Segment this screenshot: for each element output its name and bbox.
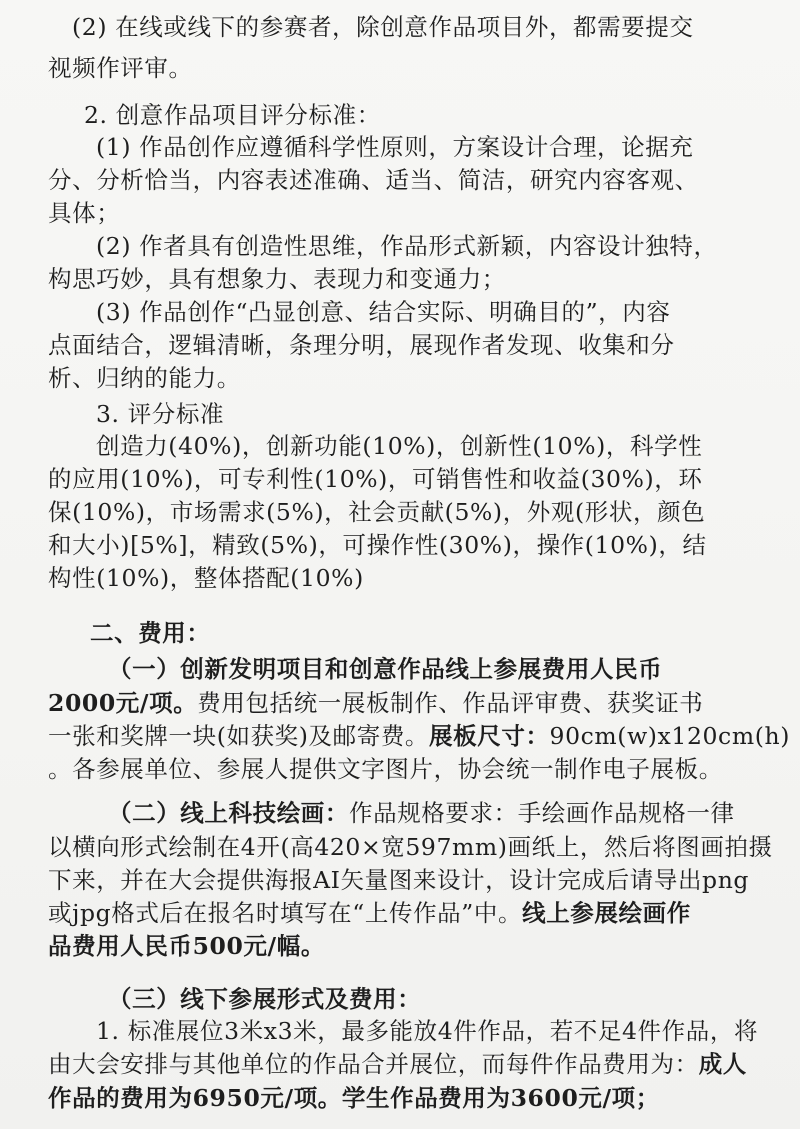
text-line: 分、分析恰当，内容表述准确、适当、简洁，研究内容客观、	[48, 166, 699, 194]
text-line: 点面结合，逻辑清晰，条理分明，展现作者发现、收集和分	[48, 331, 675, 359]
text-span: 90cm(w)x120cm(h)	[549, 722, 790, 750]
text-line	[48, 1047, 747, 1081]
text-span: 一张和奖牌一块(如获奖)及邮寄费。	[48, 722, 430, 750]
text-line	[48, 719, 790, 753]
text-line: 具体；	[48, 199, 121, 227]
text-line: 析、归纳的能力。	[48, 364, 241, 392]
text-span: 作品规格要求：手绘画作品规格一律	[349, 799, 735, 827]
text-span: 费用包括统一展板制作、作品评审费、获奖证书	[197, 689, 704, 717]
section-heading-fees: 二、费用：	[90, 619, 211, 647]
text-span: 展板尺寸：	[429, 722, 550, 750]
text-span: 或jpg格式后在报名时填写在“上传作品”中。	[48, 899, 523, 927]
text-span: 由大会安排与其他单位的作品合并展位，而每件作品费用为：	[48, 1050, 699, 1078]
text-line: (3) 作品创作“凸显创意、结合实际、明确目的”，内容	[96, 298, 671, 326]
text-line: 构思巧妙，具有想象力、表现力和变通力；	[48, 265, 506, 293]
text-span: 2000元/项。	[48, 689, 198, 717]
text-line: 的应用(10%)，可专利性(10%)，可销售性和收益(30%)，环	[48, 465, 703, 493]
text-line: 和大小)[5%]，精致(5%)，可操作性(30%)，操作(10%)，结	[48, 531, 707, 559]
text-span: （二）线上科技绘画：	[108, 799, 349, 827]
text-line: 构性(10%)，整体搭配(10%)	[48, 564, 364, 592]
text-line: （一）创新发明项目和创意作品线上参展费用人民币	[108, 655, 663, 683]
text-line: （三）线下参展形式及费用：	[108, 985, 422, 1013]
text-line: (1) 作品创作应遵循科学性原则，方案设计合理，论据充	[96, 133, 694, 161]
text-line: 作品的费用为6950元/项。学生作品费用为3600元/项；	[48, 1084, 660, 1112]
text-line: (2) 在线或线下的参赛者，除创意作品项目外，都需要提交	[72, 13, 694, 41]
text-line: 1. 标准展位3米x3米，最多能放4件作品，若不足4件作品，将	[96, 1017, 759, 1045]
text-line: 品费用人民币500元/幅。	[48, 932, 325, 960]
text-line	[108, 796, 735, 830]
text-line: 下来，并在大会提供海报AI矢量图来设计，设计完成后请导出png	[48, 866, 750, 894]
text-line: (2) 作者具有创造性思维，作品形式新颖，内容设计独特，	[96, 232, 718, 260]
text-line	[48, 686, 703, 720]
text-span: 线上参展绘画作	[522, 899, 691, 927]
text-line: 保(10%)，市场需求(5%)，社会贡献(5%)，外观(形状，颜色	[48, 498, 706, 526]
text-line: 以横向形式绘制在4开(高420×宽597mm)画纸上，然后将图画拍摄	[48, 833, 773, 861]
text-line: 。各参展单位、参展人提供文字图片，协会统一制作电子展板。	[48, 755, 723, 783]
section-heading: 3. 评分标准	[96, 400, 225, 428]
text-line	[48, 896, 691, 930]
section-heading: 2. 创意作品项目评分标准：	[84, 101, 381, 129]
text-span: 成人	[698, 1050, 747, 1078]
text-line: 创造力(40%)，创新功能(10%)，创新性(10%)，科学性	[96, 432, 703, 460]
text-line: 视频作评审。	[48, 54, 193, 82]
